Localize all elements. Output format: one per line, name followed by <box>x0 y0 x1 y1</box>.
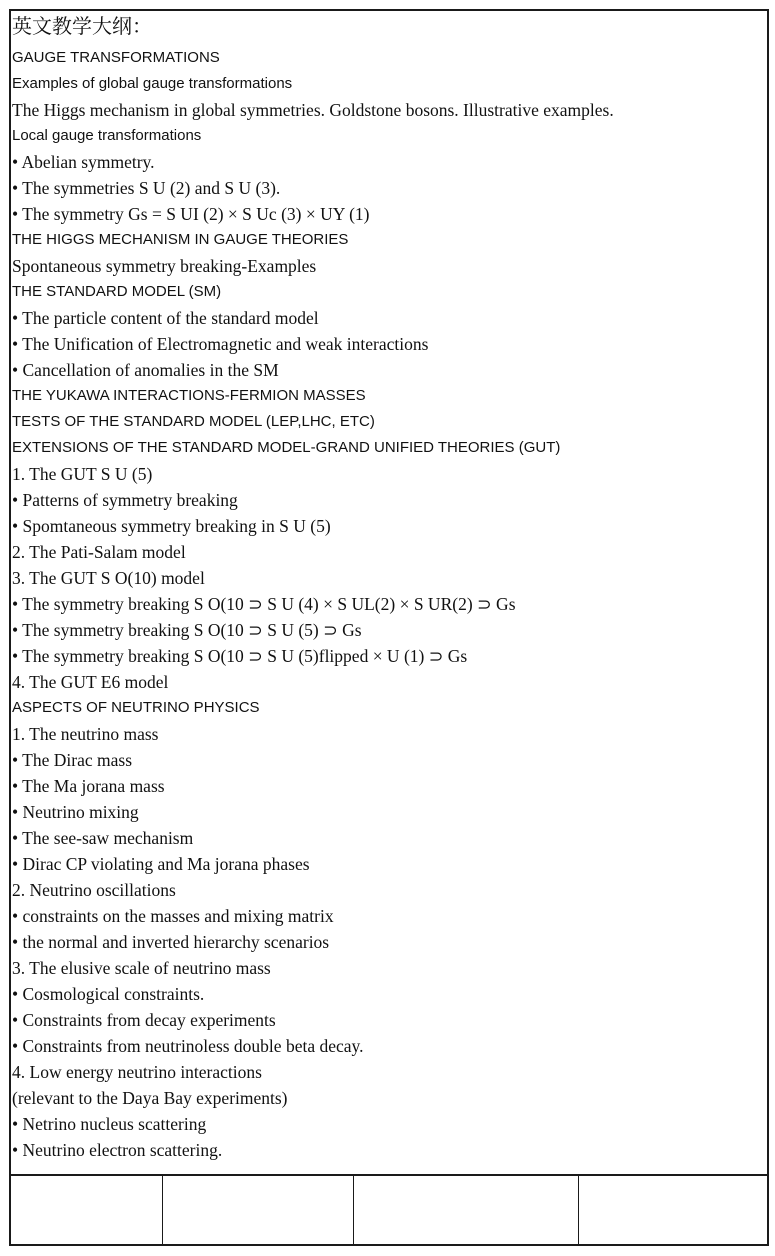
section-heading: GAUGE TRANSFORMATIONS <box>12 49 220 66</box>
syllabus-box <box>9 9 769 1246</box>
bullet-item: • The symmetry breaking S O(10 ⊃ S U (5) ⊃ Gs <box>12 620 362 640</box>
bullet-item: • The particle content of the standard model <box>12 308 319 328</box>
syllabus-line: (relevant to the Daya Bay experiments) <box>12 1088 288 1108</box>
numbered-item: 1. The neutrino mass <box>12 724 159 744</box>
section-heading: TESTS OF THE STANDARD MODEL (LEP,LHC, ETC) <box>12 413 375 430</box>
footer-cell <box>579 1176 767 1244</box>
bullet-item: • The Ma jorana mass <box>12 776 165 796</box>
numbered-item: 2. The Pati-Salam model <box>12 542 186 562</box>
subsection-heading: Local gauge transformations <box>12 127 202 144</box>
bullet-item: • Cancellation of anomalies in the SM <box>12 360 279 380</box>
section-heading: THE HIGGS MECHANISM IN GAUGE THEORIES <box>12 231 349 248</box>
bullet-item: • The see-saw mechanism <box>12 828 194 848</box>
numbered-item: 4. Low energy neutrino interactions <box>12 1062 262 1082</box>
bullet-item: • the normal and inverted hierarchy scenarios <box>12 932 330 952</box>
bullet-item: • The symmetry breaking S O(10 ⊃ S U (5)flipped × U (1) ⊃ Gs <box>12 646 468 666</box>
subsection-heading: Examples of global gauge transformations <box>12 75 293 92</box>
bullet-item: • Netrino nucleus scattering <box>12 1114 207 1134</box>
bullet-item: • Cosmological constraints. <box>12 984 205 1004</box>
bullet-item: • The symmetries S U (2) and S U (3). <box>12 178 281 198</box>
section-heading: THE YUKAWA INTERACTIONS-FERMION MASSES <box>12 387 366 404</box>
syllabus-line: The Higgs mechanism in global symmetries. Goldstone bosons. Illustrative examples. <box>12 100 614 120</box>
bullet-item: • constraints on the masses and mixing matrix <box>12 906 334 926</box>
section-heading: ASPECTS OF NEUTRINO PHYSICS <box>12 699 260 716</box>
footer-cell <box>11 1176 163 1244</box>
numbered-item: 4. The GUT E6 model <box>12 672 169 692</box>
bullet-item: • Spomtaneous symmetry breaking in S U (5) <box>12 516 331 536</box>
bullet-item: • The Dirac mass <box>12 750 133 770</box>
bullet-item: • Abelian symmetry. <box>12 152 155 172</box>
section-heading: EXTENSIONS OF THE STANDARD MODEL-GRAND UNIFIED THEORIES (GUT) <box>12 439 561 456</box>
bullet-item: • The symmetry Gs = S UI (2) × S Uc (3) × UY (1) <box>12 204 370 224</box>
syllabus-content <box>11 11 767 1163</box>
numbered-item: 3. The GUT S O(10) model <box>12 568 205 588</box>
numbered-item: 2. Neutrino oscillations <box>12 880 176 900</box>
bullet-item: • Patterns of symmetry breaking <box>12 490 238 510</box>
bullet-item: • Neutrino electron scattering. <box>12 1140 223 1160</box>
numbered-item: 3. The elusive scale of neutrino mass <box>12 958 271 978</box>
section-heading: THE STANDARD MODEL (SM) <box>12 283 222 300</box>
numbered-item: 1. The GUT S U (5) <box>12 464 153 484</box>
footer-table <box>11 1174 767 1244</box>
bullet-item: • The symmetry breaking S O(10 ⊃ S U (4) × S UL(2) × S UR(2) ⊃ Gs <box>12 594 516 614</box>
footer-cell <box>163 1176 354 1244</box>
bullet-item: • Dirac CP violating and Ma jorana phases <box>12 854 310 874</box>
bullet-item: • The Unification of Electromagnetic and weak interactions <box>12 334 429 354</box>
footer-cell <box>354 1176 579 1244</box>
syllabus-line: Spontaneous symmetry breaking-Examples <box>12 256 317 276</box>
syllabus-title: 英文教学大纲： <box>12 14 152 38</box>
bullet-item: • Constraints from neutrinoless double beta decay. <box>12 1036 364 1056</box>
bullet-item: • Constraints from decay experiments <box>12 1010 276 1030</box>
bullet-item: • Neutrino mixing <box>12 802 139 822</box>
